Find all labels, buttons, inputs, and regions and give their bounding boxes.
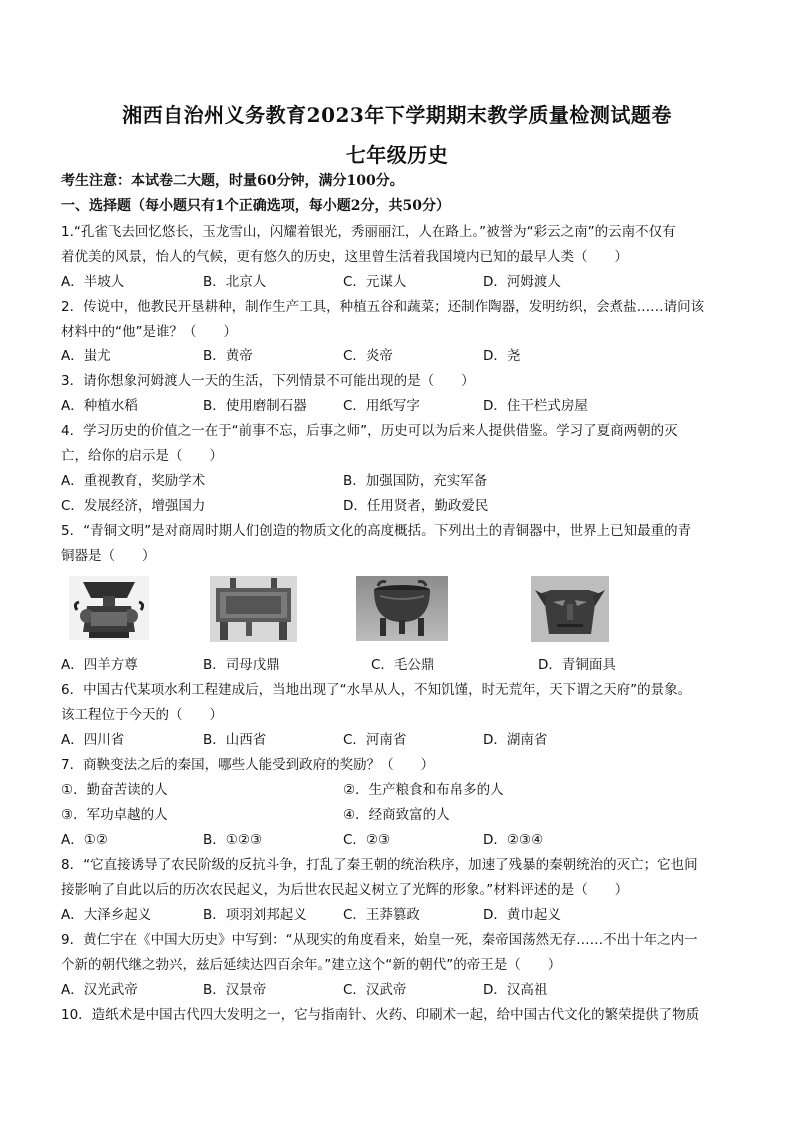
question-4-options-row-2 — [61, 497, 741, 516]
option-a[interactable]: A．重视教育，奖励学术 — [61, 473, 206, 489]
option-b[interactable]: B．山西省 — [203, 732, 267, 748]
option-c[interactable]: C．发展经济，增强国力 — [61, 498, 206, 514]
option-c[interactable]: C．用纸写字 — [343, 398, 420, 414]
option-c[interactable]: C．河南省 — [343, 732, 407, 748]
exam-notice: 考生注意：本试卷二大题，时量60分钟，满分100分。 — [61, 173, 404, 189]
question-8-options — [61, 906, 741, 925]
option-c[interactable]: C．炎帝 — [343, 348, 393, 364]
question-6-line-2: 该工程位于今天的（ ） — [61, 707, 223, 723]
bronze-mask-icon — [531, 576, 609, 642]
statement-4: ④．经商致富的人 — [343, 807, 450, 823]
statement-3: ③．军功卓越的人 — [61, 807, 168, 823]
option-c[interactable]: C．王莽篡政 — [343, 907, 420, 923]
option-d[interactable]: D．任用贤者，勤政爱民 — [343, 498, 489, 514]
question-6-options — [61, 731, 741, 750]
question-4-line-1: 4．学习历史的价值之一在于“前事不忘，后事之师”，历史可以为后来人提供借鉴。学习了夏商两朝的灭 — [61, 423, 678, 439]
question-2-options — [61, 347, 741, 366]
option-b[interactable]: B．黄帝 — [203, 348, 253, 364]
maogong-ding-image — [356, 576, 448, 641]
question-4-options-row-1 — [61, 472, 741, 491]
option-d[interactable]: D．黄巾起义 — [483, 907, 561, 923]
option-b[interactable]: B．①②③ — [203, 832, 263, 848]
question-10-line-1: 10．造纸术是中国古代四大发明之一，它与指南针、火药、印刷术一起，给中国古代文化的繁荣提供了物质 — [61, 1007, 700, 1023]
option-c[interactable]: C．毛公鼎 — [371, 657, 435, 673]
question-2-line-2: 材料中的“他”是谁？（ ） — [61, 324, 237, 340]
exam-title: 湘西自治州义务教育2023年下学期期末教学质量检测试题卷 — [122, 103, 672, 127]
question-8-line-2: 接影响了自此以后的历次农民起义，为后世农民起义树立了光辉的形象。”材料评述的是（ ） — [61, 882, 629, 898]
question-1-options — [61, 273, 741, 292]
maogong-ding-icon — [356, 576, 448, 641]
bronze-mask-image — [531, 576, 609, 642]
question-5-line-1: 5．“青铜文明”是对商周时期人们创造的物质文化的高度概括。下列出土的青铜器中，世界上已知最重的青 — [61, 523, 692, 539]
four-goat-square-zun-icon — [69, 576, 149, 640]
option-a[interactable]: A．四川省 — [61, 732, 125, 748]
option-b[interactable]: B．司母戊鼎 — [203, 657, 280, 673]
option-a[interactable]: A．四羊方尊 — [61, 657, 138, 673]
option-a[interactable]: A．种植水稻 — [61, 398, 138, 414]
question-7-options — [61, 831, 741, 850]
question-9-options — [61, 981, 741, 1000]
question-3-line-1: 3．请你想象河姆渡人一天的生活，下列情景不可能出现的是（ ） — [61, 373, 475, 389]
option-d[interactable]: D．湖南省 — [483, 732, 548, 748]
option-b[interactable]: B．使用磨制石器 — [203, 398, 307, 414]
option-c[interactable]: C．②③ — [343, 832, 391, 848]
option-d[interactable]: D．青铜面具 — [538, 657, 616, 673]
option-c[interactable]: C．汉武帝 — [343, 982, 407, 998]
question-7-items-row-2 — [61, 806, 741, 825]
option-a[interactable]: A．蚩尤 — [61, 348, 111, 364]
section-heading: 一、选择题（每小题只有1个正确选项，每小题2分，共50分） — [61, 198, 450, 214]
option-a[interactable]: A．大泽乡起义 — [61, 907, 152, 923]
question-1-line-2: 着优美的风景，怡人的气候，更有悠久的历史，这里曾生活着我国境内已知的最早人类（ ） — [61, 249, 628, 265]
option-a[interactable]: A．半坡人 — [61, 274, 125, 290]
option-a[interactable]: A．汉光武帝 — [61, 982, 138, 998]
statement-1: ①．勤奋苦读的人 — [61, 782, 168, 798]
question-5-line-2: 铜器是（ ） — [61, 548, 156, 564]
option-a[interactable]: A．①② — [61, 832, 108, 848]
question-3-options — [61, 397, 741, 416]
four-goat-zun-image — [69, 576, 149, 640]
option-d[interactable]: D．河姆渡人 — [483, 274, 561, 290]
question-4-line-2: 亡，给你的启示是（ ） — [61, 448, 223, 464]
option-c[interactable]: C．元谋人 — [343, 274, 407, 290]
option-b[interactable]: B．项羽刘邦起义 — [203, 907, 307, 923]
question-5-options — [61, 656, 741, 675]
option-b[interactable]: B．汉景帝 — [203, 982, 267, 998]
option-d[interactable]: D．②③④ — [483, 832, 544, 848]
simuwu-ding-image — [210, 576, 297, 642]
statement-2: ②．生产粮食和布帛多的人 — [343, 782, 504, 798]
option-d[interactable]: D．住干栏式房屋 — [483, 398, 588, 414]
question-7-items-row-1 — [61, 781, 741, 800]
exam-subtitle: 七年级历史 — [345, 143, 449, 167]
option-d[interactable]: D．尧 — [483, 348, 521, 364]
question-7-line-1: 7．商鞅变法之后的秦国，哪些人能受到政府的奖励？（ ） — [61, 757, 435, 773]
option-b[interactable]: B．北京人 — [203, 274, 267, 290]
option-d[interactable]: D．汉高祖 — [483, 982, 548, 998]
question-8-line-1: 8．“它直接诱导了农民阶级的反抗斗争，打乱了秦王朝的统治秩序，加速了残暴的秦朝统治的灭亡；它也间 — [61, 857, 698, 873]
question-9-line-2: 个新的朝代继之勃兴，兹后延续达四百余年。”建立这个“新的朝代”的帝王是（ ） — [61, 957, 562, 973]
question-1-line-1: 1.“孔雀飞去回忆悠长，玉龙雪山，闪耀着银光，秀丽丽江，人在路上。”被誉为“彩云之南”的云南不仅有 — [61, 224, 676, 240]
question-2-line-1: 2．传说中，他教民开垦耕种，制作生产工具，种植五谷和蔬菜；还制作陶器，发明纺织，会煮盐……请问该 — [61, 299, 705, 315]
option-b[interactable]: B．加强国防，充实军备 — [343, 473, 488, 489]
question-6-line-1: 6．中国古代某项水利工程建成后，当地出现了“水旱从人，不知饥馑，时无荒年，天下谓之天府”的景象。 — [61, 682, 692, 698]
question-9-line-1: 9．黄仁宇在《中国大历史》中写到：“从现实的角度看来，始皇一死，秦帝国荡然无存……不出十年之内一 — [61, 932, 698, 948]
simuwu-ding-icon — [210, 576, 297, 642]
